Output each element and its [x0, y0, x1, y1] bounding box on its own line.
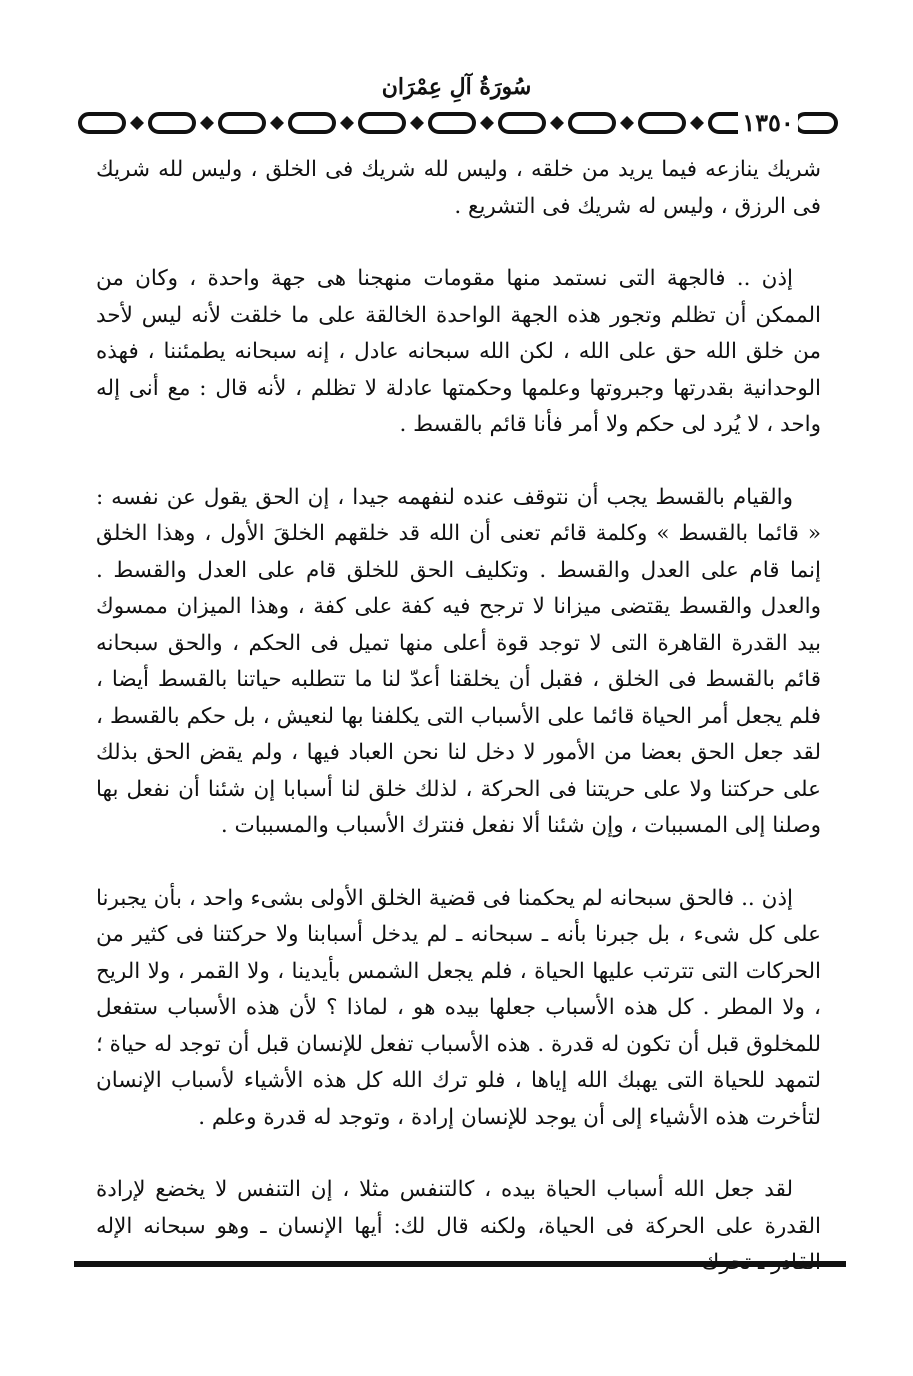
paragraph: إذن .. فالحق سبحانه لم يحكمنا فى قضية الخلق الأولى بشىء واحد ، بأن يجبرنا على كل شىء ، بل جبرنا بأنه ـ سبحانه ـ لم يدخل أسبابنا ولا حركتنا فى كثير من الحركات التى تترتب عليها الحياة ، فلم يجعل الشمس بأيدينا ، ولا القمر ، ولا الريح ، ولا المطر . كل هذه الأسباب جعلها بيده هو ، لماذا ؟ لأن هذه الأسباب ستفعل للمخلوق قبل أن تكون له قدرة . هذه الأسباب تفعل للإنسان قبل أن توجد له حياة ؛ لتمهد للحياة التى يهبك الله إياها ، فلو ترك الله كل هذه الأشياء لأسباب الإنسان لتأخرت هذه الأشياء إلى أن يوجد للإنسان إرادة ، وتوجد له قدرة وعلم .: [96, 885, 821, 1130]
paragraph: والقيام بالقسط يجب أن نتوقف عنده لنفهمه جيدا ، إن الحق يقول عن نفسه : « قائما بالقسط » وكلمة قائم تعنى أن الله قد خلقهم الخلقَ الأول ، وهذا الخلق إنما قام على العدل والقسط . وتكليف الحق للخلق قام على العدل والقسط . والعدل والقسط يقتضى ميزانا لا ترجح فيه كفة على كفة ، وهذا الميزان ممسوك بيد القدرة القاهرة التى لا توجد قوة أعلى منها تميل فى الحكم ، والحق سبحانه قائم بالقسط فى الخلق ، فقبل أن يخلقنا أعدّ لنا ما تتطلبه حياتنا بالقسط أيضا ، فلم يجعل أمر الحياة قائما على الأسباب التى يكلفنا بها لنعيش ، بل حكم بالقسط ، لقد جعل الحق بعضا من الأمور لا دخل لنا نحن العباد فيها ، ولم يقض الحق بذلك على حركتنا ولا على حريتنا فى الحركة ، لذلك خلق لنا أسبابا إن شئنا أن نفعل بها وصلنا إلى المسببات ، وإن شئنا ألا نفعل فنترك الأسباب والمسببات .: [96, 484, 821, 838]
footer-divider: [74, 1261, 846, 1267]
paragraph: إذن .. فالجهة التى نستمد منها مقومات منهجنا هى جهة واحدة ، وكان من الممكن أن تظلم وتجور هذه الجهة الواحدة الخالقة على ما خلقت لأنه ليس لأحد من خلق الله حق على الله ، لكن الله سبحانه عادل ، إنه سبحانه يطمئننا ، فهذه الوحدانية بقدرتها وجبروتها وعلمها وحكمتها عادلة لا تظلم ، لأنه قال : مع أنى إله واحد ، لا يُرد لى حكم ولا أمر فأنا قائم بالقسط .: [96, 266, 821, 437]
body-text: [96, 152, 821, 1318]
page-number: ١٣٥٠: [738, 108, 798, 138]
surah-title: سُورَةُ آلِ عِمْرَان: [381, 74, 532, 100]
paragraph: لقد جعل الله أسباب الحياة بيده ، كالتنفس مثلا ، إن التنفس لا يخضع لإرادة القدرة على الحركة فى الحياة، ولكنه قال لك: أيها الإنسان ـ وهو سبحانه الإله: [96, 1177, 821, 1239]
chain-ornament-icon: [74, 107, 840, 139]
ornamental-border: [74, 107, 840, 139]
paragraph: شريك ينازعه فيما يريد من خلقه ، وليس لله شريك فى الخلق ، وليس لله شريك فى الرزق ، وليس له شريك فى التشريع .: [96, 157, 821, 219]
